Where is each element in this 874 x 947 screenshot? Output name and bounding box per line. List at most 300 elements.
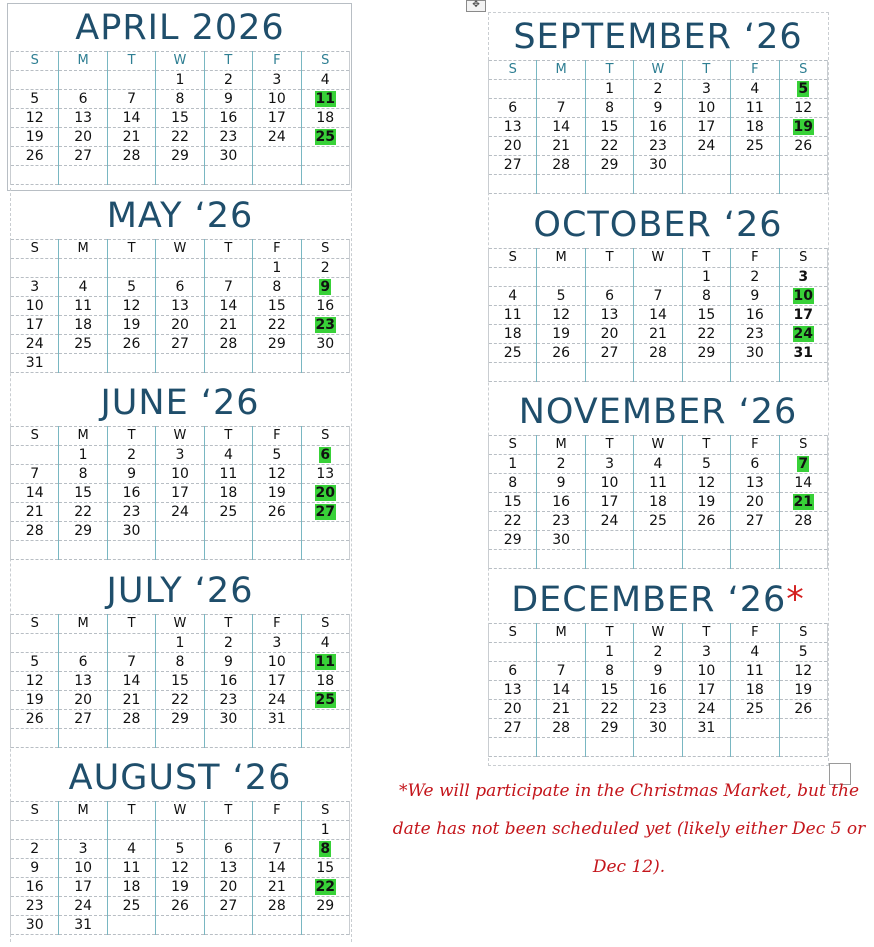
day-number: 25 [503, 345, 522, 361]
day-cell [779, 118, 827, 137]
calendar-grid [10, 51, 350, 185]
highlighted-day: 24 [793, 326, 813, 342]
day-cell [156, 90, 204, 109]
day-cell [779, 455, 827, 474]
day-cell [59, 916, 107, 935]
empty-day-cell [779, 738, 827, 757]
day-cell [107, 128, 155, 147]
week-row [11, 541, 350, 560]
week-row [11, 71, 350, 90]
weekday-label: M [59, 427, 107, 446]
day-cell [634, 118, 682, 137]
day-cell [489, 493, 537, 512]
empty-day-cell [204, 729, 252, 748]
weekday-header-row [11, 52, 350, 71]
empty-day-cell [634, 738, 682, 757]
day-cell [204, 484, 252, 503]
empty-day-cell [537, 363, 585, 382]
day-number: 7 [556, 100, 566, 116]
day-number: 10 [25, 298, 44, 314]
day-number: 17 [600, 494, 619, 510]
day-number: 21 [122, 129, 141, 145]
day-cell [779, 681, 827, 700]
day-cell [779, 99, 827, 118]
week-row [11, 90, 350, 109]
day-number: 6 [605, 288, 615, 304]
day-number: 8 [175, 91, 185, 107]
day-number: 18 [503, 326, 522, 342]
day-cell [301, 859, 349, 878]
day-cell [585, 80, 633, 99]
highlighted-day: 21 [793, 494, 813, 510]
day-number: 16 [649, 682, 667, 698]
day-cell [634, 662, 682, 681]
empty-day-cell [682, 175, 730, 194]
day-number: 20 [171, 317, 189, 333]
calendar-grid [488, 435, 828, 569]
day-cell [489, 719, 537, 738]
day-number: 10 [267, 654, 286, 670]
day-number: 13 [74, 110, 93, 126]
weekday-label: S [301, 802, 349, 821]
weekday-label: F [731, 61, 779, 80]
weekday-label: F [253, 615, 301, 634]
week-row [489, 681, 828, 700]
day-number: 14 [267, 860, 286, 876]
day-cell [107, 147, 155, 166]
day-number: 5 [30, 654, 40, 670]
day-cell [59, 710, 107, 729]
day-cell [537, 137, 585, 156]
day-cell [731, 287, 779, 306]
empty-day-cell [489, 175, 537, 194]
day-cell [585, 719, 633, 738]
day-cell [585, 643, 633, 662]
day-cell [59, 859, 107, 878]
empty-day-cell [634, 175, 682, 194]
calendar-grid [10, 614, 350, 748]
week-row [489, 156, 828, 175]
day-number: 4 [223, 447, 233, 463]
weekday-label: S [301, 240, 349, 259]
day-cell [253, 859, 301, 878]
weekday-label: W [156, 240, 204, 259]
day-cell [253, 484, 301, 503]
week-row [489, 137, 828, 156]
day-number: 27 [74, 148, 93, 164]
day-cell [156, 71, 204, 90]
week-row [11, 128, 350, 147]
day-cell [537, 531, 585, 550]
day-cell [634, 137, 682, 156]
day-cell [585, 325, 633, 344]
day-cell [585, 474, 633, 493]
day-cell [107, 522, 155, 541]
table-move-handle-icon[interactable]: ✥ [466, 0, 486, 12]
day-cell [301, 90, 349, 109]
day-number: 25 [649, 513, 667, 529]
day-number: 4 [320, 635, 330, 651]
month-title-text: OCTOBER ‘26 [533, 205, 783, 245]
day-number: 19 [267, 485, 286, 501]
weekday-label: T [204, 615, 252, 634]
month-title-text: DECEMBER ‘26 [511, 580, 787, 620]
empty-day-cell [301, 522, 349, 541]
day-number: 10 [267, 91, 286, 107]
week-row [489, 738, 828, 757]
day-number: 16 [219, 110, 238, 126]
weekday-header-row [489, 61, 828, 80]
day-number: 29 [171, 148, 189, 164]
day-cell [11, 90, 59, 109]
empty-day-cell [537, 738, 585, 757]
day-number: 15 [74, 485, 93, 501]
weekday-header-row [489, 624, 828, 643]
day-number: 5 [127, 279, 137, 295]
day-cell [731, 662, 779, 681]
empty-day-cell [301, 541, 349, 560]
empty-day-cell [301, 710, 349, 729]
day-cell [204, 897, 252, 916]
day-number: 8 [272, 279, 282, 295]
day-cell [537, 118, 585, 137]
weekday-label: W [156, 615, 204, 634]
day-number: 2 [653, 644, 663, 660]
day-number: 12 [794, 663, 813, 679]
day-number: 7 [30, 466, 40, 482]
month-september [488, 14, 828, 194]
day-cell [204, 634, 252, 653]
weekday-label: M [59, 615, 107, 634]
highlighted-day: 10 [793, 288, 813, 304]
month-december [488, 577, 828, 757]
weekday-label: T [107, 427, 155, 446]
highlighted-day: 11 [315, 654, 335, 670]
day-cell [585, 455, 633, 474]
day-number: 20 [74, 129, 93, 145]
day-number: 2 [127, 447, 137, 463]
day-cell [301, 672, 349, 691]
day-cell [59, 897, 107, 916]
day-number: 9 [223, 654, 233, 670]
day-cell [731, 474, 779, 493]
day-number: 24 [267, 692, 286, 708]
highlighted-day: 6 [320, 447, 331, 463]
day-number: 23 [219, 129, 238, 145]
day-cell [585, 344, 633, 363]
day-number: 9 [30, 860, 40, 876]
day-cell [59, 335, 107, 354]
empty-day-cell [107, 166, 155, 185]
day-cell [634, 681, 682, 700]
day-cell [301, 71, 349, 90]
day-cell [682, 137, 730, 156]
week-row [489, 306, 828, 325]
day-number: 6 [175, 279, 185, 295]
day-cell [489, 662, 537, 681]
empty-day-cell [634, 363, 682, 382]
day-cell [204, 147, 252, 166]
day-number: 30 [649, 157, 667, 173]
day-cell [779, 512, 827, 531]
day-number: 3 [30, 279, 40, 295]
day-cell [489, 455, 537, 474]
weekday-label: S [11, 240, 59, 259]
day-cell [585, 700, 633, 719]
day-number: 11 [503, 307, 522, 323]
day-cell [11, 128, 59, 147]
weekday-label: T [682, 249, 730, 268]
day-number: 23 [219, 692, 238, 708]
day-number: 17 [697, 119, 716, 135]
week-row [11, 259, 350, 278]
empty-day-cell [253, 147, 301, 166]
day-cell [682, 99, 730, 118]
empty-day-cell [682, 156, 730, 175]
day-cell [634, 287, 682, 306]
week-row [489, 80, 828, 99]
month-july [10, 568, 350, 748]
day-cell [11, 335, 59, 354]
day-number: 8 [508, 475, 518, 491]
day-number: 9 [653, 663, 663, 679]
day-cell [301, 316, 349, 335]
day-cell [537, 344, 585, 363]
day-number: 11 [745, 663, 764, 679]
day-number: 21 [122, 692, 141, 708]
day-cell [731, 681, 779, 700]
highlighted-day: 27 [315, 504, 335, 520]
day-number: 13 [219, 860, 238, 876]
day-number: 15 [171, 110, 189, 126]
week-row [11, 484, 350, 503]
day-cell [253, 316, 301, 335]
highlighted-day: 11 [315, 91, 335, 107]
empty-day-cell [107, 541, 155, 560]
day-cell [204, 297, 252, 316]
empty-day-cell [779, 550, 827, 569]
day-number: 1 [175, 635, 185, 651]
day-number: 13 [503, 682, 522, 698]
day-cell [731, 700, 779, 719]
month-title [10, 5, 350, 51]
week-row [11, 503, 350, 522]
day-number: 28 [122, 148, 141, 164]
empty-day-cell [253, 522, 301, 541]
calendar-grid [10, 239, 350, 373]
weekday-label: T [204, 240, 252, 259]
empty-day-cell [731, 363, 779, 382]
day-number: 26 [697, 513, 716, 529]
day-number: 28 [25, 523, 44, 539]
day-cell [253, 90, 301, 109]
empty-day-cell [779, 531, 827, 550]
empty-day-cell [682, 550, 730, 569]
day-number: 30 [219, 148, 238, 164]
day-number: 2 [223, 635, 233, 651]
day-number: 15 [503, 494, 522, 510]
week-row [489, 118, 828, 137]
day-cell [585, 681, 633, 700]
weekday-label: S [301, 427, 349, 446]
month-title-text: NOVEMBER ‘26 [518, 392, 798, 432]
empty-day-cell [156, 259, 204, 278]
day-cell [634, 512, 682, 531]
empty-day-cell [489, 643, 537, 662]
day-number: 20 [74, 692, 93, 708]
week-row [11, 446, 350, 465]
day-cell [682, 512, 730, 531]
day-number: 15 [267, 298, 286, 314]
day-cell [537, 455, 585, 474]
day-cell [11, 897, 59, 916]
day-number: 7 [127, 91, 137, 107]
day-number: 4 [750, 81, 760, 97]
day-number: 28 [219, 336, 238, 352]
highlighted-day: 9 [320, 279, 331, 295]
weekday-label: W [634, 249, 682, 268]
christmas-market-note: *We will participate in the Christmas Market, but the date has not been scheduled yet (likely either Dec 5 or Dec 12). [392, 781, 866, 877]
day-cell [301, 634, 349, 653]
day-number: 29 [267, 336, 286, 352]
month-june [10, 380, 350, 560]
day-number: 27 [74, 711, 93, 727]
empty-day-cell [634, 268, 682, 287]
day-cell [156, 484, 204, 503]
day-number: 1 [605, 644, 615, 660]
day-number: 14 [794, 475, 813, 491]
empty-day-cell [204, 522, 252, 541]
month-november [488, 389, 828, 569]
day-number: 2 [320, 260, 330, 276]
day-cell [11, 316, 59, 335]
empty-day-cell [156, 916, 204, 935]
day-cell [204, 465, 252, 484]
day-cell [107, 859, 155, 878]
day-cell [301, 335, 349, 354]
day-number: 24 [171, 504, 189, 520]
weekday-label: W [634, 436, 682, 455]
empty-day-cell [301, 729, 349, 748]
day-number: 22 [171, 129, 189, 145]
empty-day-cell [731, 719, 779, 738]
day-cell [107, 465, 155, 484]
highlighted-day: 25 [315, 692, 335, 708]
day-cell [11, 840, 59, 859]
day-number: 31 [25, 355, 44, 371]
weekday-label: F [253, 802, 301, 821]
empty-day-cell [779, 175, 827, 194]
day-cell [11, 653, 59, 672]
day-cell [634, 643, 682, 662]
day-cell [204, 109, 252, 128]
weekday-label: T [585, 624, 633, 643]
day-cell [301, 446, 349, 465]
day-number: 7 [556, 663, 566, 679]
day-cell [779, 137, 827, 156]
day-number: 13 [74, 673, 93, 689]
day-number: 10 [697, 100, 716, 116]
day-number: 19 [171, 879, 189, 895]
day-number: 23 [122, 504, 141, 520]
day-cell [59, 522, 107, 541]
day-number: 16 [25, 879, 44, 895]
empty-day-cell [204, 541, 252, 560]
day-cell [779, 662, 827, 681]
week-row [11, 278, 350, 297]
day-number: 2 [556, 456, 566, 472]
day-cell [11, 916, 59, 935]
day-cell [779, 493, 827, 512]
day-cell [682, 719, 730, 738]
day-number: 28 [794, 513, 813, 529]
day-cell [107, 278, 155, 297]
day-cell [253, 278, 301, 297]
empty-day-cell [489, 268, 537, 287]
day-number: 22 [600, 701, 619, 717]
day-cell [779, 306, 827, 325]
day-cell [156, 503, 204, 522]
weekday-label: F [731, 624, 779, 643]
day-number: 18 [74, 317, 93, 333]
day-cell [11, 297, 59, 316]
day-cell [301, 653, 349, 672]
day-cell [59, 672, 107, 691]
week-row [11, 166, 350, 185]
week-row [489, 99, 828, 118]
day-cell [107, 710, 155, 729]
day-number: 30 [316, 336, 335, 352]
day-cell [253, 259, 301, 278]
day-number: 5 [701, 456, 711, 472]
day-number: 21 [552, 701, 571, 717]
day-number: 30 [649, 720, 667, 736]
day-cell [489, 156, 537, 175]
day-cell [59, 128, 107, 147]
day-cell [301, 503, 349, 522]
day-cell [253, 446, 301, 465]
day-cell [156, 128, 204, 147]
day-cell [682, 455, 730, 474]
empty-day-cell [253, 916, 301, 935]
day-cell [585, 306, 633, 325]
empty-day-cell [59, 821, 107, 840]
empty-day-cell [204, 259, 252, 278]
day-number: 9 [556, 475, 566, 491]
day-cell [204, 653, 252, 672]
calendar-grid [488, 623, 828, 757]
day-cell [11, 354, 59, 373]
day-cell [682, 287, 730, 306]
day-cell [253, 503, 301, 522]
day-cell [634, 325, 682, 344]
day-number: 5 [272, 447, 282, 463]
weekday-header-row [489, 436, 828, 455]
day-cell [537, 700, 585, 719]
day-number: 8 [605, 663, 615, 679]
day-cell [253, 109, 301, 128]
day-cell [682, 662, 730, 681]
day-number: 5 [30, 91, 40, 107]
day-cell [204, 128, 252, 147]
day-number: 5 [175, 841, 185, 857]
day-cell [253, 691, 301, 710]
day-cell [682, 493, 730, 512]
day-cell [731, 118, 779, 137]
month-title [488, 389, 828, 435]
empty-day-cell [489, 738, 537, 757]
week-row [489, 268, 828, 287]
